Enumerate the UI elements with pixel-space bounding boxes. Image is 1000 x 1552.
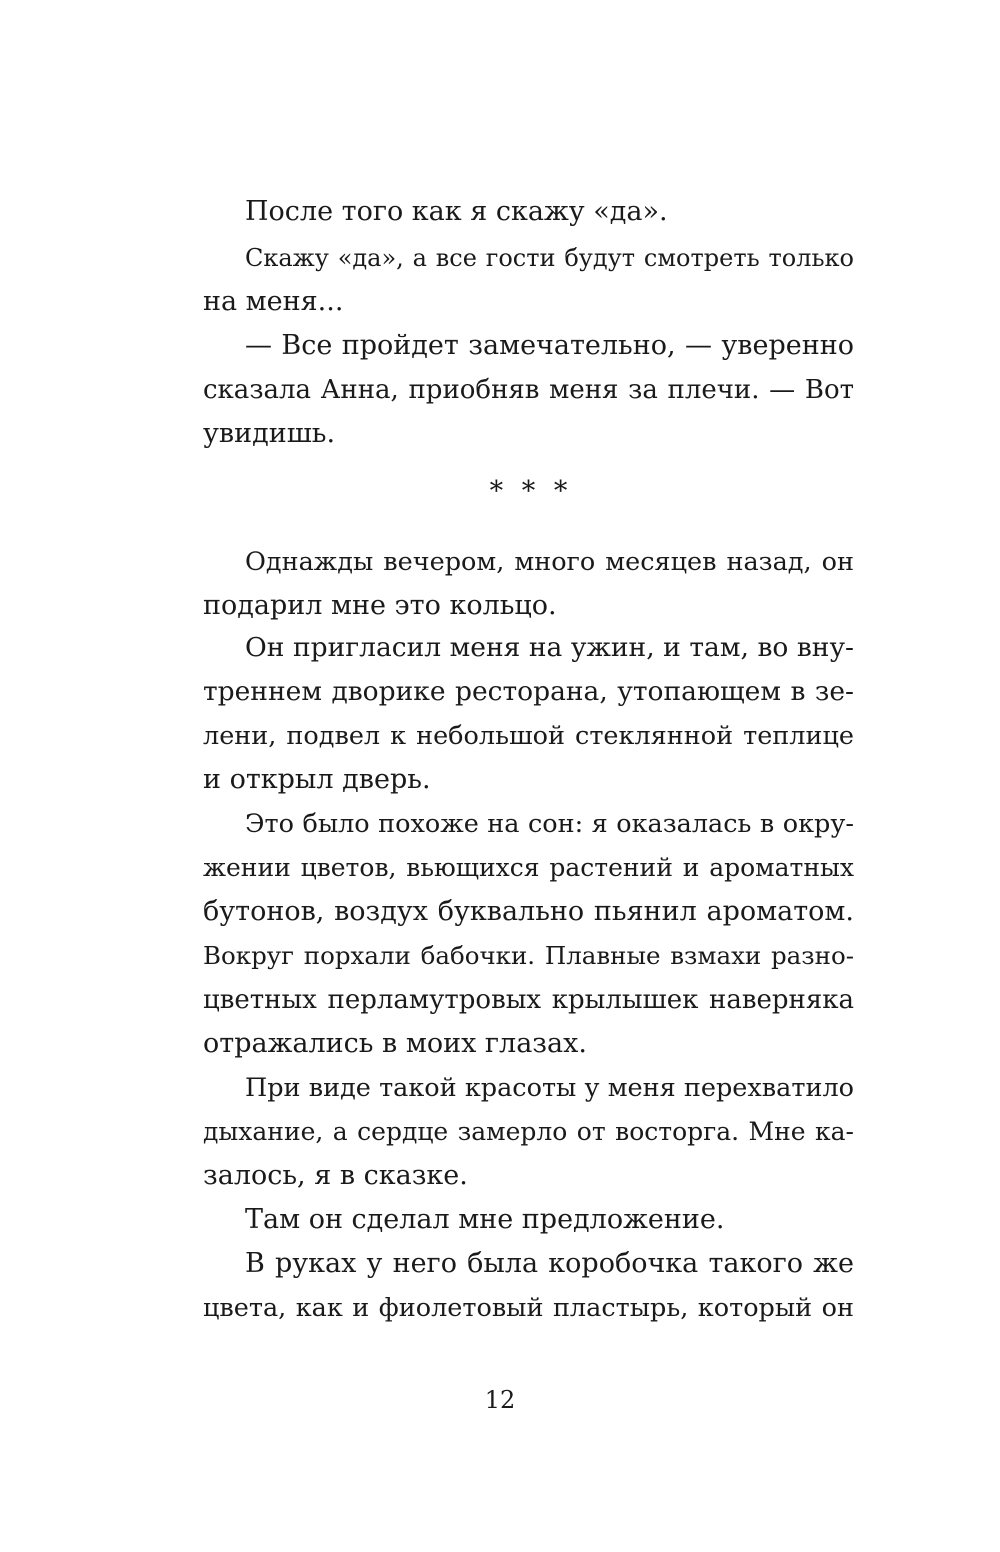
text-line: залось, я в сказке.: [203, 1160, 468, 1191]
text-line: При виде такой красоты у меня перехватило: [245, 1073, 854, 1103]
text-line: Он пригласил меня на ужин, и там, во вну-: [245, 632, 854, 663]
text-line: Там он сделал мне предложение.: [245, 1204, 725, 1235]
text-line: лени, подвел к небольшой стеклянной теплице: [203, 721, 854, 751]
text-line: В руках у него была коробочка такого же: [245, 1248, 854, 1279]
text-line: отражались в моих глазах.: [203, 1028, 587, 1059]
text-line: Однажды вечером, много месяцев назад, он: [245, 547, 854, 577]
text-line: бутонов, воздух буквально пьянил ароматом.: [203, 896, 854, 927]
text-line: — Все пройдет замечательно, — уверенно: [245, 330, 854, 361]
text-line: сказала Анна, приобняв меня за плечи. — Вот: [203, 375, 854, 405]
section-separator: * * *: [489, 476, 568, 507]
text-line: дыхание, а сердце замерло от восторга. Мне ка-: [203, 1117, 854, 1146]
text-line: Это было похоже на сон: я оказалась в окру-: [245, 809, 854, 839]
text-line: треннем дворике ресторана, утопающем в зе-: [203, 676, 854, 707]
text-line: После того как я скажу «да».: [245, 196, 668, 227]
text-line: и открыл дверь.: [203, 764, 431, 795]
text-line: увидишь.: [203, 418, 336, 449]
text-line: Скажу «да», а все гости будут смотреть только: [245, 244, 854, 272]
text-line: цвета, как и фиолетовый пластырь, который он: [203, 1293, 854, 1323]
text-line: Вокруг порхали бабочки. Плавные взмахи разно-: [203, 941, 854, 970]
text-line: цветных перламутровых крылышек наверняка: [203, 985, 854, 1015]
page-number: 12: [484, 1386, 516, 1414]
text-line: жении цветов, вьющихся растений и ароматных: [203, 853, 854, 882]
text-line: на меня...: [203, 286, 344, 317]
text-line: подарил мне это кольцо.: [203, 590, 557, 621]
